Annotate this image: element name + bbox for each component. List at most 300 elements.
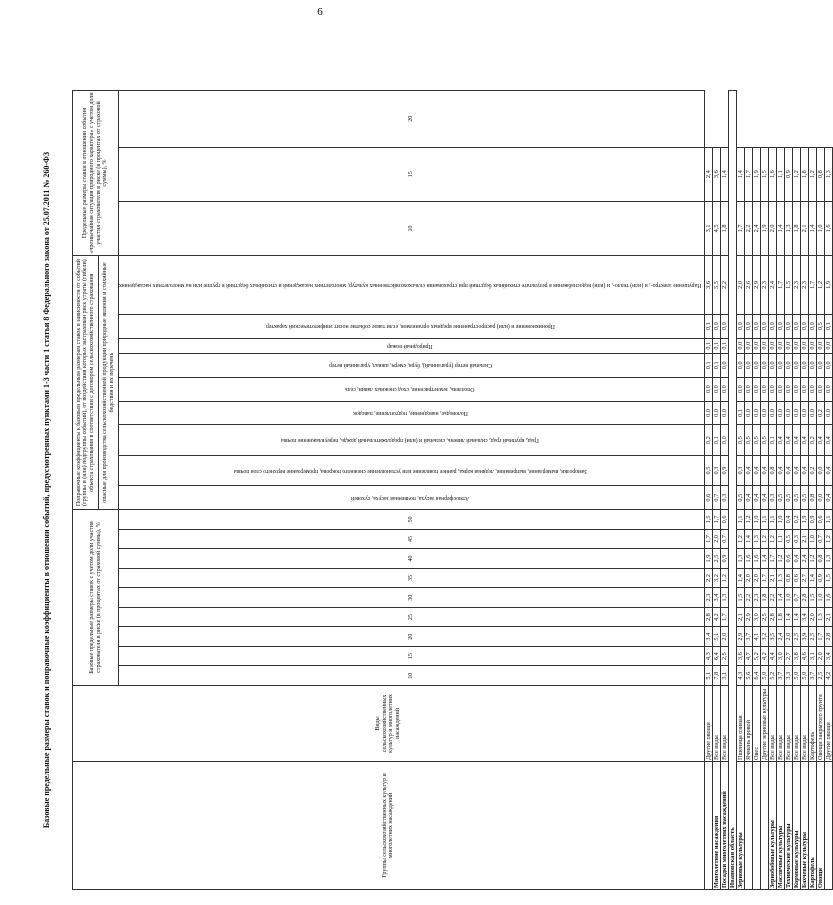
value-cell: 0,0	[776, 353, 784, 377]
header-coef-col-label: Проникновение и (или) распространение вредных организмов, если такое событие носит эпифитотический характер	[265, 323, 555, 330]
value-cell: 0,2	[704, 425, 712, 455]
region-row	[728, 91, 736, 890]
value-cell: 0,0	[800, 401, 808, 425]
value-cell: 0,1	[736, 401, 744, 425]
value-cell: 0,4	[744, 486, 752, 510]
header-coef-col	[119, 256, 705, 315]
region-name: Ивановская область	[728, 91, 736, 890]
value-cell: 0,2	[816, 401, 824, 425]
value-cell: 2,3	[792, 256, 800, 315]
value-cell: 1,3	[824, 549, 832, 569]
value-cell: 1,6	[824, 588, 832, 608]
value-cell: 1,2	[760, 529, 768, 549]
crop-species: Овес	[752, 685, 760, 761]
value-cell: 2,4	[752, 201, 760, 255]
value-cell: 2,0	[744, 568, 752, 588]
value-cell: 0,0	[752, 353, 760, 377]
value-cell: 1,9	[752, 147, 760, 201]
value-cell: 1,3	[736, 549, 744, 569]
value-cell: 1,5	[760, 147, 768, 201]
value-cell: 3,0	[776, 646, 784, 666]
value-cell: 2,1	[800, 529, 808, 549]
value-cell: 0,0	[704, 401, 712, 425]
value-cell: 2,1	[800, 201, 808, 255]
value-cell: 1,3	[816, 607, 824, 627]
value-cell: 1,1	[768, 510, 776, 530]
table-row	[776, 91, 784, 890]
value-cell: 1,4	[736, 568, 744, 588]
value-cell: 0,0	[816, 338, 824, 353]
value-cell: 0,0	[768, 353, 776, 377]
value-cell: 1,5	[808, 588, 816, 608]
value-cell: 0,4	[824, 455, 832, 485]
page-number: 6	[317, 6, 323, 18]
value-cell: 3,3	[784, 666, 792, 686]
value-cell: 0,0	[736, 353, 744, 377]
value-cell: 0,6	[784, 549, 792, 569]
value-cell: 1,7	[736, 201, 744, 255]
header-coef-col-label: Оползень, землетрясение, сход снежных лавин, сель	[345, 386, 475, 393]
value-cell: 4,2	[824, 666, 832, 686]
header-limit-pct: 15	[119, 147, 705, 201]
value-cell: 0,5	[760, 425, 768, 455]
value-cell: 0,0	[784, 314, 792, 338]
value-cell: 3,1	[808, 646, 816, 666]
value-cell: 4,2	[712, 607, 720, 627]
value-cell: 1,2	[816, 256, 824, 315]
header-coef-col	[119, 353, 705, 377]
value-cell: 0,6	[720, 510, 728, 530]
value-cell: 2,4	[704, 147, 712, 201]
value-cell: 4,2	[760, 646, 768, 666]
crop-group: Бахчевые культуры	[800, 761, 808, 889]
value-cell: 1,8	[760, 588, 768, 608]
value-cell: 2,5	[792, 627, 800, 647]
header-pct: 40	[119, 549, 705, 569]
value-cell: 2,7	[800, 568, 808, 588]
value-cell: 2,1	[768, 568, 776, 588]
value-cell: 1,4	[744, 529, 752, 549]
crop-species: Все виды	[712, 685, 720, 761]
value-cell: 0,1	[704, 353, 712, 377]
value-cell: 0,0	[792, 401, 800, 425]
value-cell: 3,6	[712, 147, 720, 201]
value-cell: 0,7	[792, 588, 800, 608]
crop-group: Овощи	[816, 761, 824, 889]
header-coef-col	[119, 486, 705, 510]
value-cell: 0,0	[744, 338, 752, 353]
value-cell: 0,0	[760, 338, 768, 353]
value-cell: 1,7	[776, 256, 784, 315]
value-cell: 2,0	[816, 646, 824, 666]
value-cell: 0,8	[816, 147, 824, 201]
value-cell: 3,0	[752, 607, 760, 627]
value-cell: 0,5	[736, 486, 744, 510]
value-cell: 0,0	[824, 401, 832, 425]
header-coef-col	[119, 314, 705, 338]
value-cell: 1,4	[776, 201, 784, 255]
value-cell: 2,2	[704, 568, 712, 588]
value-cell: 0,1	[768, 425, 776, 455]
value-cell: 1,5	[704, 510, 712, 530]
value-cell: 1,6	[752, 549, 760, 569]
header-coef-col-label: Сильный ветер (ураганный), буря, смерч, шквал, ураганный ветер	[328, 362, 492, 369]
value-cell: 2,8	[800, 588, 808, 608]
value-cell: 2,5	[760, 607, 768, 627]
value-cell: 0,0	[808, 338, 816, 353]
value-cell: 0,0	[824, 338, 832, 353]
value-cell: 1,7	[768, 549, 776, 569]
value-cell: 3,7	[744, 627, 752, 647]
value-cell: 0,4	[784, 510, 792, 530]
value-cell: 2,3	[752, 588, 760, 608]
value-cell: 2,4	[776, 627, 784, 647]
value-cell: 0,0	[712, 314, 720, 338]
value-cell: 5,2	[768, 666, 776, 686]
value-cell: 0,0	[760, 377, 768, 401]
value-cell: 0,3	[792, 529, 800, 549]
value-cell: 1,4	[776, 588, 784, 608]
crop-group: Масличные культуры	[776, 761, 784, 889]
value-cell: 0,4	[824, 486, 832, 510]
value-cell: 2,2	[720, 256, 728, 315]
value-cell: 2,5	[712, 549, 720, 569]
value-cell: 0,9	[808, 510, 816, 530]
crop-group	[824, 761, 832, 889]
crop-species: Все виды	[800, 685, 808, 761]
value-cell: 1,3	[776, 568, 784, 588]
value-cell: 1,2	[744, 510, 752, 530]
value-cell: 1,0	[752, 510, 760, 530]
crop-group: Зернобобовые культуры	[768, 761, 776, 889]
value-cell: 2,0	[784, 627, 792, 647]
value-cell: 3,1	[720, 666, 728, 686]
value-cell: 0,0	[720, 353, 728, 377]
value-cell: 0,0	[784, 377, 792, 401]
value-cell: 0,0	[744, 353, 752, 377]
header-base-rates: Базовые предельные размеры ставок с учетом доли участия страхователя в риске (в процентах от страховой суммы), %	[73, 510, 119, 686]
value-cell: 0,0	[760, 353, 768, 377]
table-row	[720, 91, 728, 890]
crop-species: Картофель	[808, 685, 816, 761]
value-cell: 2,0	[736, 256, 744, 315]
value-cell: 0,9	[720, 549, 728, 569]
value-cell: 2,0	[808, 607, 816, 627]
value-cell: 0,0	[776, 401, 784, 425]
value-cell: 2,4	[800, 549, 808, 569]
value-cell: 1,6	[744, 549, 752, 569]
value-cell: 3,6	[736, 646, 744, 666]
value-cell: 4,7	[744, 646, 752, 666]
value-cell: 0,0	[752, 314, 760, 338]
header-coef-col	[119, 377, 705, 401]
value-cell: 5,5	[712, 256, 720, 315]
value-cell: 2,2	[744, 201, 752, 255]
value-cell: 2,8	[824, 627, 832, 647]
value-cell: 1,9	[760, 201, 768, 255]
value-cell: 0,7	[720, 529, 728, 549]
value-cell: 1,2	[824, 529, 832, 549]
value-cell: 0,8	[816, 549, 824, 569]
value-cell: 0,7	[816, 529, 824, 549]
header-coef-col-label: Половодье, наводнение, подтопление, паводок	[352, 410, 468, 417]
crop-species: Пшеница озимая	[736, 685, 744, 761]
value-cell: 1,7	[720, 607, 728, 627]
value-cell: 0,9	[816, 568, 824, 588]
value-cell: 0,2	[792, 510, 800, 530]
value-cell: 0,1	[704, 314, 712, 338]
value-cell: 0,0	[768, 338, 776, 353]
value-cell: 4,4	[768, 646, 776, 666]
crop-group: Картофель	[808, 761, 816, 889]
value-cell: 0,5	[736, 425, 744, 455]
value-cell: 5,2	[752, 646, 760, 666]
value-cell: 0,0	[800, 314, 808, 338]
value-cell: 0,4	[760, 486, 768, 510]
value-cell: 3,7	[808, 666, 816, 686]
crop-group: Технические культуры	[784, 761, 792, 889]
value-cell: 1,5	[824, 568, 832, 588]
table-row	[736, 91, 744, 890]
value-cell: 1,4	[736, 147, 744, 201]
value-cell: 0,2	[808, 455, 816, 485]
value-cell: 3,2	[712, 568, 720, 588]
value-cell: 3,6	[704, 256, 712, 315]
value-cell: 3,1	[704, 201, 712, 255]
value-cell: 2,1	[736, 607, 744, 627]
value-cell: 0,3	[736, 455, 744, 485]
crop-group	[704, 761, 712, 889]
value-cell: 1,4	[808, 568, 816, 588]
value-cell: 0,0	[768, 314, 776, 338]
table-row	[816, 91, 824, 890]
value-cell: 1,3	[752, 529, 760, 549]
value-cell: 0,0	[784, 353, 792, 377]
value-cell: 0,8	[808, 486, 816, 510]
value-cell: 1,1	[776, 529, 784, 549]
value-cell: 0,0	[808, 401, 816, 425]
value-cell: 0,4	[752, 486, 760, 510]
value-cell: 2,2	[744, 588, 752, 608]
value-cell: 5,0	[800, 666, 808, 686]
value-cell: 0,0	[712, 377, 720, 401]
crop-species: Другие овощи	[704, 685, 712, 761]
header-pct: 45	[119, 529, 705, 549]
value-cell: 3,5	[768, 627, 776, 647]
document-title: Базовые предельные размеры ставок и поправочные коэффициенты в отношении событий, предусмотренных пунктами 1-3 части 1 статьи 8 Федерального закона от 25.07.2011 № 260-ФЗ	[42, 151, 51, 829]
value-cell: 1,5	[784, 256, 792, 315]
header-coef-col	[119, 338, 705, 353]
value-cell: 3,7	[776, 666, 784, 686]
value-cell: 0,0	[752, 401, 760, 425]
value-cell: 0,7	[712, 486, 720, 510]
value-cell: 1,1	[760, 510, 768, 530]
value-cell: 0,6	[816, 510, 824, 530]
value-cell: 0,0	[792, 377, 800, 401]
value-cell: 0,0	[712, 401, 720, 425]
value-cell: 0,4	[752, 455, 760, 485]
value-cell: 1,9	[704, 549, 712, 569]
header-pct: 10	[119, 666, 705, 686]
value-cell: 0,2	[808, 425, 816, 455]
value-cell: 0,1	[712, 353, 720, 377]
value-cell: 0,0	[800, 377, 808, 401]
value-cell: 0,0	[768, 401, 776, 425]
value-cell: 3,8	[792, 646, 800, 666]
value-cell: 6,4	[752, 666, 760, 686]
value-cell: 3,4	[824, 646, 832, 666]
value-cell: 1,7	[704, 529, 712, 549]
value-cell: 3,9	[800, 627, 808, 647]
value-cell: 3,4	[800, 607, 808, 627]
value-cell: 0,0	[808, 377, 816, 401]
header-group: Группы сельскохозяйственных культур и многолетних насаждений	[73, 761, 705, 889]
value-cell: 0,4	[760, 455, 768, 485]
value-cell: 2,3	[800, 256, 808, 315]
header-coefficients: Поправочные коэффициенты к базовым предельным размерам ставок в зависимости от событий (группы и (или) подгруппы событий), от воздействия которых застрахован риск утраты (гибели) объекта страхования в соответствии с договором сельскохозяйственного страхования	[73, 256, 99, 510]
crop-group	[760, 761, 768, 889]
value-cell: 4,3	[736, 666, 744, 686]
value-cell: 0,5	[800, 486, 808, 510]
value-cell: 1,2	[792, 147, 800, 201]
value-cell: 0,5	[784, 486, 792, 510]
value-cell: 0,4	[792, 425, 800, 455]
header-pct: 30	[119, 588, 705, 608]
value-cell: 0,1	[720, 338, 728, 353]
value-cell: 1,4	[784, 607, 792, 627]
value-cell: 0,0	[768, 377, 776, 401]
crop-group: Посадки многолетних насаждений	[720, 761, 728, 889]
value-cell: 1,8	[776, 607, 784, 627]
value-cell: 0,0	[816, 486, 824, 510]
table-row	[744, 91, 752, 890]
crop-species: Все виды	[768, 685, 776, 761]
value-cell: 2,5	[808, 627, 816, 647]
value-cell: 4,5	[712, 201, 720, 255]
value-cell: 0,5	[752, 425, 760, 455]
table-row	[752, 91, 760, 890]
value-cell: 0,0	[736, 314, 744, 338]
value-cell: 0,0	[736, 377, 744, 401]
value-cell: 0,3	[720, 486, 728, 510]
header-coef-col-label: Природный пожар	[387, 342, 433, 349]
value-cell: 0,0	[792, 338, 800, 353]
value-cell: 2,2	[768, 588, 776, 608]
value-cell: 0,0	[792, 314, 800, 338]
value-cell: 0,6	[704, 486, 712, 510]
value-cell: 2,0	[768, 201, 776, 255]
value-cell: 1,7	[760, 568, 768, 588]
header-limit-pct: 20	[119, 91, 705, 148]
value-cell: 0,4	[784, 425, 792, 455]
crop-species: Все виды	[776, 685, 784, 761]
table-row	[784, 91, 792, 890]
value-cell: 1,1	[776, 147, 784, 201]
value-cell: 1,9	[824, 256, 832, 315]
table-row	[704, 91, 712, 890]
value-cell: 0,0	[720, 401, 728, 425]
table-row	[792, 91, 800, 890]
value-cell: 1,0	[808, 529, 816, 549]
header-coef-col	[119, 425, 705, 455]
value-cell: 1,3	[784, 201, 792, 255]
value-cell: 0,8	[784, 568, 792, 588]
value-cell: 2,3	[760, 256, 768, 315]
value-cell: 1,0	[784, 588, 792, 608]
value-cell: 0,5	[744, 425, 752, 455]
value-cell: 0,6	[792, 568, 800, 588]
value-cell: 0,5	[784, 529, 792, 549]
value-cell: 1,1	[824, 510, 832, 530]
value-cell: 0,4	[792, 549, 800, 569]
value-cell: 0,4	[784, 455, 792, 485]
crop-species: Все виды	[720, 685, 728, 761]
value-cell: 2,0	[720, 627, 728, 647]
value-cell: 0,0	[744, 401, 752, 425]
value-cell: 3,2	[760, 627, 768, 647]
value-cell: 2,9	[744, 607, 752, 627]
value-cell: 0,0	[800, 338, 808, 353]
crop-group	[744, 761, 752, 889]
header-coef-col-label: Нарушение электро-, и (или) тепло-, и (или) водоснабжения в результате стихийных бедствий при страховании сельскохозяйственных культур, многолетних насаждений и стихийных бедствий в группе или на многолетних насаждениях	[119, 282, 702, 289]
value-cell: 0,0	[784, 338, 792, 353]
value-cell: 0,5	[816, 314, 824, 338]
value-cell: 1,7	[808, 256, 816, 315]
value-cell: 0,0	[776, 338, 784, 353]
value-cell: 1,7	[712, 510, 720, 530]
value-cell: 0,0	[720, 425, 728, 455]
value-cell: 2,1	[824, 607, 832, 627]
value-cell: 0,4	[824, 425, 832, 455]
header-coef-col-label: Атмосферная засуха, почвенная засуха, суховей	[351, 494, 470, 501]
value-cell: 1,0	[776, 510, 784, 530]
value-cell: 1,4	[808, 201, 816, 255]
value-cell: 1,3	[824, 147, 832, 201]
header-species: Виды сельскохозяйственных культур и многолетних насаждений	[73, 685, 705, 761]
value-cell: 0,4	[744, 455, 752, 485]
value-cell: 0,5	[704, 455, 712, 485]
crop-species: Все виды	[784, 685, 792, 761]
value-cell: 0,0	[720, 314, 728, 338]
value-cell: 0,0	[824, 377, 832, 401]
value-cell: 2,8	[768, 607, 776, 627]
value-cell: 1,5	[736, 588, 744, 608]
value-cell: 0,0	[792, 353, 800, 377]
crop-group: Многолетние насаждения	[712, 761, 720, 889]
header-pct: 35	[119, 568, 705, 588]
value-cell: 0,1	[712, 338, 720, 353]
value-cell: 6,4	[712, 646, 720, 666]
header-coef-col-label: Заморозки, вымерзание, выпревание, ледяная корка, раннее появление или установление снежного покрова, промерзание верхнего слоя почвы	[233, 467, 587, 474]
value-cell: 2,4	[768, 256, 776, 315]
value-cell: 1,8	[792, 201, 800, 255]
table-row	[760, 91, 768, 890]
value-cell: 0,0	[816, 377, 824, 401]
table-row	[824, 91, 832, 890]
value-cell: 0,0	[816, 353, 824, 377]
value-cell: 1,4	[792, 607, 800, 627]
crop-species: Другие овощи	[824, 685, 832, 761]
rotated-page	[40, 90, 832, 890]
value-cell: 0,0	[800, 353, 808, 377]
crop-group	[752, 761, 760, 889]
value-cell: 0,8	[768, 455, 776, 485]
value-cell: 4,1	[752, 627, 760, 647]
crop-species: Ячмень яровой	[744, 685, 752, 761]
value-cell: 1,2	[720, 568, 728, 588]
value-cell: 2,0	[712, 529, 720, 549]
value-cell: 0,0	[752, 338, 760, 353]
